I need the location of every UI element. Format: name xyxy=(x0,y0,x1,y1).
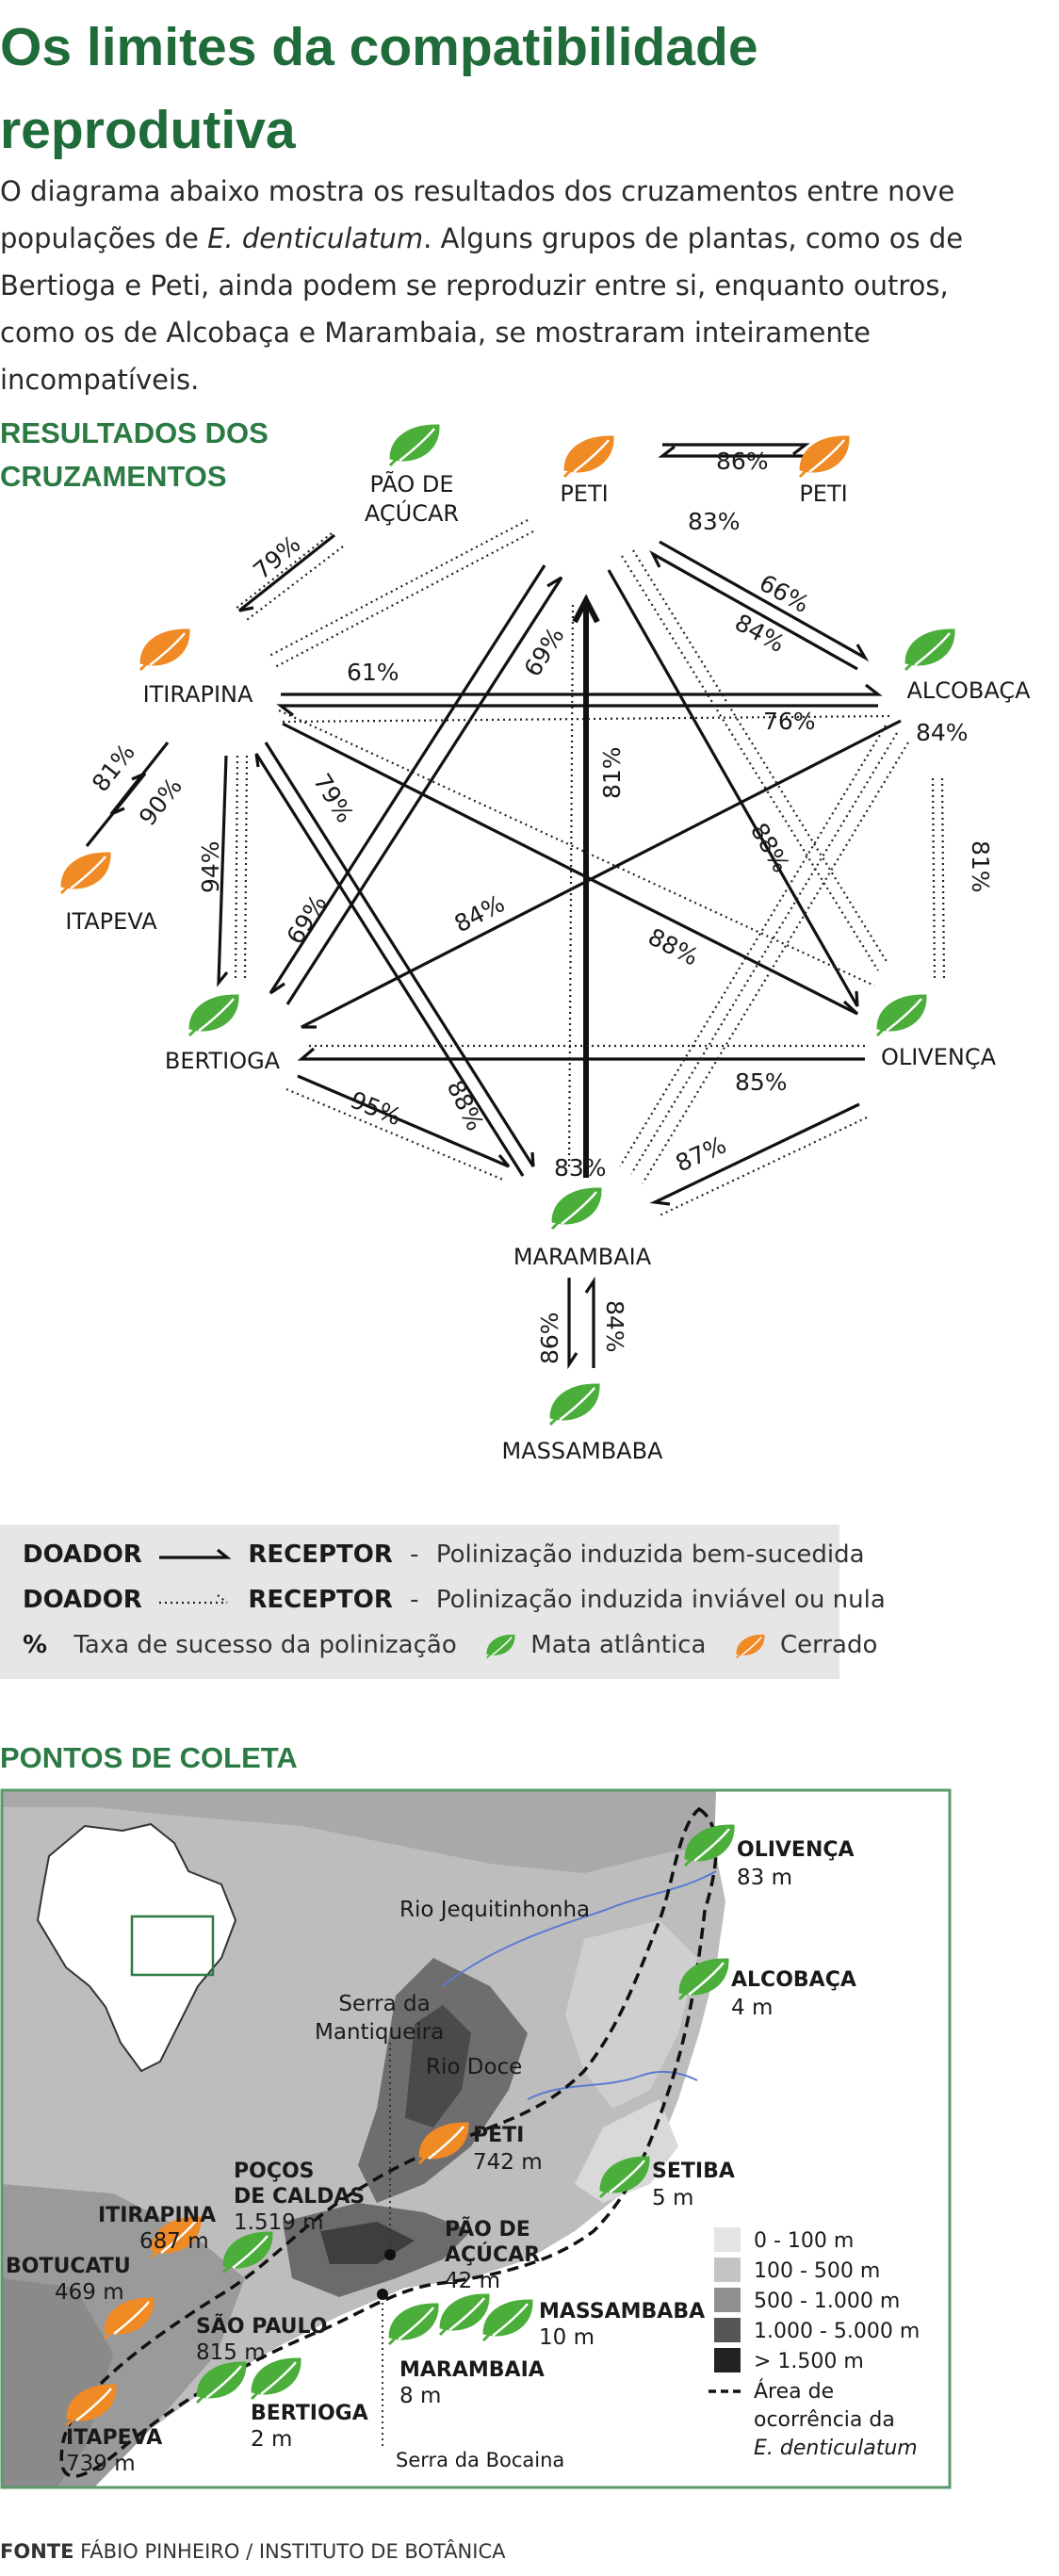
legend-row-fail xyxy=(23,1581,886,1619)
leaf-icon-pao-de-acucar xyxy=(390,425,439,465)
elevation-label-2: 500 - 1.000 m xyxy=(754,2290,901,2313)
dotted-bertioga-to-itirapina-a xyxy=(236,756,237,980)
map-name-pao-1: PÃO DE xyxy=(445,2218,530,2242)
map-name-pocos-2: DE CALDAS xyxy=(234,2185,366,2209)
legend-mata-label: Mata atlântica xyxy=(530,1631,707,1659)
crossing-diagram xyxy=(0,405,1059,1489)
rate-label: 61% xyxy=(347,659,399,686)
node-label-peti: PETI xyxy=(560,481,609,507)
dotted-alcobaca-to-olivenca-b xyxy=(942,778,944,980)
leaf-icon-itapeva xyxy=(61,853,110,893)
map-alt-peti: 742 m xyxy=(473,2150,543,2175)
elevation-swatch-1 xyxy=(714,2258,741,2282)
leaf-icon-itirapina xyxy=(140,629,189,670)
rate-label: 79% xyxy=(307,768,359,828)
elevation-label-1: 100 - 500 m xyxy=(754,2259,881,2283)
rate-label: 95% xyxy=(346,1085,406,1132)
occurrence-label-2: ocorrência da xyxy=(754,2408,895,2432)
map-name-bertioga: BERTIOGA xyxy=(251,2402,368,2425)
map-name-sao-paulo: SÃO PAULO xyxy=(196,2315,328,2339)
serra-mantiqueira-label-2: Mantiqueira xyxy=(315,2020,445,2045)
source-label: FONTE xyxy=(0,2540,74,2563)
leaf-icon-marambaia xyxy=(552,1188,601,1229)
elevation-label-4: > 1.500 m xyxy=(754,2350,864,2373)
map-alt-bertioga: 2 m xyxy=(251,2427,293,2452)
map-alt-itirapina: 687 m xyxy=(139,2229,209,2254)
node-label-bertioga: BERTIOGA xyxy=(164,1048,281,1074)
rate-label: 94% xyxy=(197,840,224,893)
rate-label: 81% xyxy=(86,739,140,797)
legend-percent-text: Taxa de sucesso da polinização xyxy=(73,1631,457,1659)
legend-row-success xyxy=(23,1536,865,1573)
node-label-alcobaca: ALCOBAÇA xyxy=(906,677,1031,704)
rate-label: 84% xyxy=(916,719,969,746)
crossing-results-heading: RESULTADOS DOS CRUZAMENTOS xyxy=(0,416,269,493)
intro-text-1: O diagrama abaixo mostra os resultados dos cruzamentos entre nove populações de xyxy=(0,175,955,254)
map-name-massambaba: MASSAMBABA xyxy=(539,2300,706,2323)
page-title: Os limites da compatibilidade reprodutiva xyxy=(0,17,758,160)
node-label-olivenca: OLIVENÇA xyxy=(880,1044,997,1070)
arrow-itirapina-to-alcobaca xyxy=(281,685,878,694)
legend-receptor: RECEPTOR xyxy=(248,1586,393,1614)
legend-receptor: RECEPTOR xyxy=(248,1541,393,1569)
rate-label: 87% xyxy=(671,1131,731,1178)
node-label-massambaba: MASSAMBABA xyxy=(501,1438,663,1464)
collection-map xyxy=(0,1788,1059,2533)
leaf-icon-peti-2 xyxy=(800,436,849,477)
map-alt-itapeva: 739 m xyxy=(66,2452,136,2476)
rate-label: 81% xyxy=(598,746,626,799)
legend-percent-symbol: % xyxy=(23,1631,48,1659)
map-name-pocos-1: POÇOS xyxy=(234,2160,315,2183)
elevation-label-0: 0 - 100 m xyxy=(754,2229,855,2253)
map-name-itapeva: ITAPEVA xyxy=(66,2426,163,2450)
node-label-itirapina: ITIRAPINA xyxy=(142,681,253,708)
rate-label: 88% xyxy=(644,922,703,971)
leaf-icon-massambaba xyxy=(550,1384,599,1425)
map-name-pao-2: AÇÚCAR xyxy=(445,2243,541,2267)
map-alt-marambaia: 8 m xyxy=(399,2384,442,2408)
node-label-pao-de-acucar-1: PÃO DE xyxy=(369,471,454,497)
leaf-icon-olivenca xyxy=(877,995,926,1035)
river-label-doce: Rio Doce xyxy=(426,2055,523,2079)
legend-success-text: Polinização induzida bem-sucedida xyxy=(435,1541,865,1569)
map-name-botucatu: BOTUCATU xyxy=(6,2255,131,2278)
dotted-peti-to-itirapina xyxy=(269,520,528,656)
source-text: FÁBIO PINHEIRO / INSTITUTO DE BOTÂNICA xyxy=(80,2540,506,2563)
map-name-alcobaca: ALCOBAÇA xyxy=(731,1968,856,1992)
rate-label: 83% xyxy=(554,1154,607,1182)
elevation-swatch-2 xyxy=(714,2288,741,2312)
dotted-bertioga-to-itirapina-b xyxy=(245,756,247,980)
dotted-arrow-icon xyxy=(155,1591,235,1610)
leaf-icon-alcobaca xyxy=(905,629,954,670)
legend-cerrado-label: Cerrado xyxy=(779,1631,878,1659)
river-label-jequitinhonha: Rio Jequitinhonha xyxy=(399,1898,591,1922)
map-name-olivenca: OLIVENÇA xyxy=(737,1838,855,1862)
node-label-marambaia: MARAMBAIA xyxy=(513,1244,652,1270)
map-alt-setiba: 5 m xyxy=(652,2186,694,2210)
rate-label: 69% xyxy=(518,622,570,682)
rate-label: 79% xyxy=(248,530,306,585)
arrow-marambaia-to-massambaba xyxy=(569,1278,577,1364)
intro-paragraph xyxy=(0,168,1027,403)
map-name-setiba: SETIBA xyxy=(652,2160,735,2183)
solid-arrow-icon xyxy=(155,1546,235,1565)
rate-label: 86% xyxy=(716,448,769,475)
legend-donor: DOADOR xyxy=(23,1541,142,1569)
rate-label: 66% xyxy=(755,568,814,619)
serra-mantiqueira-label-1: Serra da xyxy=(338,1992,431,2016)
serra-bocaina-label: Serra da Bocaina xyxy=(396,2449,565,2471)
legend-fail-text: Polinização induzida inviável ou nula xyxy=(435,1586,886,1614)
rate-label: 85% xyxy=(735,1068,788,1096)
legend-box xyxy=(0,1524,886,1679)
rate-label: 88% xyxy=(441,1075,490,1135)
leaf-icon-bertioga xyxy=(189,995,238,1035)
green-leaf-icon xyxy=(485,1630,517,1662)
arrow-alcobaca-to-peti xyxy=(653,554,857,669)
map-alt-botucatu: 469 m xyxy=(55,2280,124,2305)
occurrence-label-1: Área de xyxy=(754,2380,835,2404)
orange-leaf-icon xyxy=(735,1630,767,1662)
map-name-peti: PETI xyxy=(473,2124,525,2147)
rate-label: 84% xyxy=(449,889,510,938)
intro-text-2: . Alguns grupos de plantas, como os de Bertioga e Peti, ainda podem se reproduzir entre si, enquanto outros, como os de Alcobaça e Marambaia, se mostraram inteiramente incompatíveis. xyxy=(0,222,964,396)
node-label-itapeva: ITAPEVA xyxy=(65,908,157,935)
rate-label: 88% xyxy=(744,818,795,878)
map-alt-sao-paulo: 815 m xyxy=(196,2340,266,2365)
collection-points-heading: PONTOS DE COLETA xyxy=(0,1741,298,1774)
rate-label: 86% xyxy=(536,1312,563,1364)
leaf-icon-peti xyxy=(564,436,613,477)
map-alt-massambaba: 10 m xyxy=(539,2325,595,2350)
rate-label: 83% xyxy=(688,508,741,535)
elevation-label-3: 1.000 - 5.000 m xyxy=(754,2320,921,2343)
legend-donor: DOADOR xyxy=(23,1586,142,1614)
legend-row-rate xyxy=(23,1626,877,1664)
node-label-pao-de-acucar-2: AÇÚCAR xyxy=(364,500,460,527)
arrow-massambaba-to-marambaia xyxy=(586,1281,594,1368)
rate-label: 84% xyxy=(601,1300,628,1353)
dotted-peti-to-olivenca-b xyxy=(633,550,888,963)
map-alt-pocos: 1.519 m xyxy=(234,2210,324,2235)
rate-label: 90% xyxy=(133,773,187,831)
map-alt-pao: 42 m xyxy=(445,2269,500,2293)
elevation-swatch-0 xyxy=(714,2227,741,2252)
dotted-arrows xyxy=(236,520,944,1215)
map-alt-alcobaca: 4 m xyxy=(731,1996,774,2020)
rate-label: 69% xyxy=(281,889,333,950)
arrow-peti-to-olivenca xyxy=(609,570,857,1006)
legend-dash: - xyxy=(410,1541,419,1569)
rate-label: 76% xyxy=(763,708,816,735)
occurrence-species: E. denticulatum xyxy=(754,2437,918,2460)
rate-label: 84% xyxy=(730,608,790,659)
map-name-itirapina: ITIRAPINA xyxy=(98,2204,217,2227)
legend-dash: - xyxy=(410,1586,419,1614)
elevation-swatch-3 xyxy=(714,2318,741,2342)
map-name-marambaia: MARAMBAIA xyxy=(399,2358,545,2382)
map-alt-olivenca: 83 m xyxy=(737,1866,792,1890)
elevation-swatch-4 xyxy=(714,2348,741,2372)
intro-species: E. denticulatum xyxy=(207,222,424,254)
source-credit xyxy=(0,2540,506,2563)
rate-label: 81% xyxy=(967,840,994,893)
node-label-peti-2: PETI xyxy=(799,481,848,507)
dotted-alcobaca-to-olivenca-a xyxy=(933,778,935,980)
heavy-arrow xyxy=(575,600,597,1178)
